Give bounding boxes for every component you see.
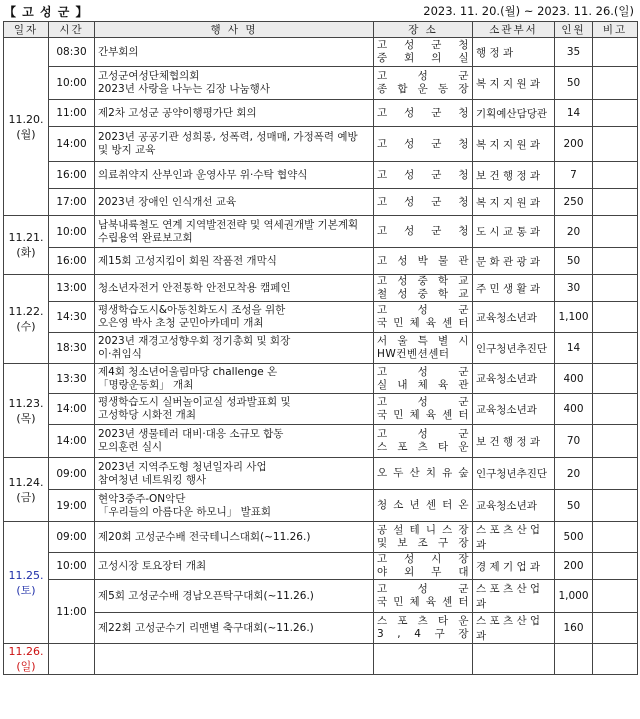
note-cell	[593, 38, 638, 67]
note-cell	[593, 189, 638, 216]
note-cell	[593, 333, 638, 364]
department: 행 정 과	[473, 38, 555, 67]
table-row	[4, 100, 638, 127]
event-place: 고 성 군 청 중 회 의 실	[374, 38, 473, 67]
table-row	[4, 248, 638, 275]
event-name: 2023년 공공기관 성희롱, 성폭력, 성매매, 가정폭력 예방 및 방지 교육	[95, 127, 374, 162]
time-cell: 10:00	[49, 553, 95, 580]
date-label: 11.26.	[8, 645, 44, 658]
event-name: 2023년 재경고성향우회 정기총회 및 회장 이·취임식	[95, 333, 374, 364]
department: 교육청소년과	[473, 364, 555, 394]
table-header-row	[4, 22, 638, 38]
event-place: 고 성 박 물 관	[374, 248, 473, 275]
weekday-label: (금)	[16, 490, 36, 504]
event-place: 고 성 군 청	[374, 100, 473, 127]
table-row	[4, 275, 638, 302]
note-cell	[593, 394, 638, 425]
event-name: 의료취약지 산부인과 운영사무 위·수탁 협약식	[95, 162, 374, 189]
col-dept-header: 소관부서	[473, 22, 555, 38]
department: 보 건 행 정 과	[473, 162, 555, 189]
time-cell: 10:00	[49, 216, 95, 248]
event-name: 제20회 고성군수배 전국테니스대회(~11.26.)	[95, 522, 374, 553]
attendee-count: 200	[555, 127, 593, 162]
table-row	[4, 613, 638, 644]
weekday-label: (화)	[16, 246, 36, 259]
time-cell: 18:30	[49, 333, 95, 364]
event-place: 고 성 군 청	[374, 189, 473, 216]
attendee-count: 20	[555, 458, 593, 490]
table-row	[4, 490, 638, 522]
event-place: 고 성 군 청	[374, 216, 473, 248]
time-cell: 16:00	[49, 162, 95, 189]
table-row	[4, 67, 638, 100]
time-cell: 09:00	[49, 458, 95, 490]
department: 스 포 츠 산 업 과	[473, 580, 555, 613]
attendee-count: 50	[555, 490, 593, 522]
event-name: 고성군여성단체협의회 2023년 사랑을 나누는 김장 나눔행사	[95, 67, 374, 100]
attendee-count: 14	[555, 100, 593, 127]
department: 기획예산담당관	[473, 100, 555, 127]
attendee-count: 7	[555, 162, 593, 189]
event-place: 고 성 중 학 교 철 성 중 학 교	[374, 275, 473, 302]
department	[473, 644, 555, 675]
document-title: 【 고 성 군 】	[4, 5, 89, 19]
attendee-count: 50	[555, 67, 593, 100]
event-place: 공 설 테 니 스 장 및 보 조 구 장	[374, 522, 473, 553]
event-name: 평생학습도시 실버놀이교실 성과발표회 및 고성학당 시화전 개최	[95, 394, 374, 425]
event-place: 고 성 군 종 합 운 동 장	[374, 67, 473, 100]
note-cell	[593, 580, 638, 613]
event-place: 오 두 산 치 유 숲	[374, 458, 473, 490]
attendee-count: 160	[555, 613, 593, 644]
attendee-count: 50	[555, 248, 593, 275]
col-count-header: 인원	[555, 22, 593, 38]
date-label: 11.24.	[8, 475, 44, 489]
date-range: 2023. 11. 20.(월) ~ 2023. 11. 26.(일)	[423, 4, 634, 18]
col-place-header: 장 소	[374, 22, 473, 38]
department: 보 건 행 정 과	[473, 425, 555, 458]
department: 문 화 관 광 과	[473, 248, 555, 275]
time-cell: 14:00	[49, 425, 95, 458]
attendee-count: 1,100	[555, 302, 593, 333]
table-row	[4, 644, 638, 675]
attendee-count: 400	[555, 394, 593, 425]
weekday-label: (토)	[16, 583, 36, 597]
note-cell	[593, 613, 638, 644]
date-cell	[4, 458, 49, 522]
event-name: 남북내륙철도 연계 지역발전전략 및 역세권개발 기본계획 수립용역 완료보고회	[95, 216, 374, 248]
note-cell	[593, 216, 638, 248]
event-name: 평생학습도시&아동친화도시 조성을 위한 오은영 박사 초청 군민아카데미 개최	[95, 302, 374, 333]
note-cell	[593, 425, 638, 458]
table-row	[4, 580, 638, 613]
note-cell	[593, 275, 638, 302]
time-cell: 11:00	[49, 100, 95, 127]
note-cell	[593, 248, 638, 275]
weekday-label: (수)	[16, 320, 36, 333]
table-row	[4, 216, 638, 248]
table-row	[4, 38, 638, 67]
time-cell: 09:00	[49, 522, 95, 553]
event-place: 고 성 군 청	[374, 162, 473, 189]
event-place: 고 성 군 청	[374, 127, 473, 162]
schedule-table	[3, 21, 638, 675]
attendee-count: 14	[555, 333, 593, 364]
attendee-count: 35	[555, 38, 593, 67]
col-event-header: 행 사 명	[95, 22, 374, 38]
date-label: 11.21.	[8, 231, 44, 244]
time-cell: 17:00	[49, 189, 95, 216]
attendee-count: 70	[555, 425, 593, 458]
department: 교육청소년과	[473, 302, 555, 333]
page-header	[0, 0, 640, 22]
time-cell: 14:30	[49, 302, 95, 333]
attendee-count: 250	[555, 189, 593, 216]
department: 복 지 지 원 과	[473, 189, 555, 216]
note-cell	[593, 522, 638, 553]
time-cell: 10:00	[49, 67, 95, 100]
event-name	[95, 644, 374, 675]
department: 복 지 지 원 과	[473, 127, 555, 162]
department: 교육청소년과	[473, 394, 555, 425]
time-cell: 14:00	[49, 394, 95, 425]
event-place: 고 성 군 실 내 체 육 관	[374, 364, 473, 394]
event-name: 제15회 고성지킴이 회원 작품전 개막식	[95, 248, 374, 275]
event-place: 고 성 군 국 민 체 육 센 터	[374, 302, 473, 333]
date-cell	[4, 38, 49, 216]
time-cell: 13:30	[49, 364, 95, 394]
date-cell	[4, 644, 49, 675]
col-note-header: 비고	[593, 22, 638, 38]
department: 경 제 기 업 과	[473, 553, 555, 580]
date-cell	[4, 522, 49, 644]
col-time-header: 시간	[49, 22, 95, 38]
event-name: 청소년자전거 안전통학 안전모착용 캠페인	[95, 275, 374, 302]
department: 스 포 츠 산 업 과	[473, 613, 555, 644]
attendee-count	[555, 644, 593, 675]
weekday-label: (일)	[16, 660, 36, 673]
table-row	[4, 189, 638, 216]
date-label: 11.22.	[8, 305, 44, 318]
table-row	[4, 333, 638, 364]
event-name: 제2차 고성군 공약이행평가단 회의	[95, 100, 374, 127]
event-place: 청 소 년 센 터 온	[374, 490, 473, 522]
event-place: 고 성 군 국 민 체 육 센 터	[374, 580, 473, 613]
time-cell: 16:00	[49, 248, 95, 275]
department: 복 지 지 원 과	[473, 67, 555, 100]
event-place	[374, 644, 473, 675]
note-cell	[593, 364, 638, 394]
time-cell: 14:00	[49, 127, 95, 162]
date-cell	[4, 275, 49, 364]
event-name: 2023년 장애인 인식개선 교육	[95, 189, 374, 216]
table-row	[4, 127, 638, 162]
event-place: 고 성 시 장 야 외 무 대	[374, 553, 473, 580]
event-name: 제5회 고성군수배 경남오픈탁구대회(~11.26.)	[95, 580, 374, 613]
note-cell	[593, 162, 638, 189]
attendee-count: 1,000	[555, 580, 593, 613]
event-name: 고성시장 토요장터 개최	[95, 553, 374, 580]
note-cell	[593, 644, 638, 675]
event-name: 2023년 지역주도형 청년일자리 사업 참여청년 네트워킹 행사	[95, 458, 374, 490]
table-row	[4, 522, 638, 553]
note-cell	[593, 553, 638, 580]
note-cell	[593, 490, 638, 522]
note-cell	[593, 127, 638, 162]
date-cell	[4, 364, 49, 458]
table-row	[4, 394, 638, 425]
date-label: 11.25.	[8, 568, 44, 582]
date-cell	[4, 216, 49, 275]
attendee-count: 500	[555, 522, 593, 553]
event-name: 제22회 고성군수기 리맨별 축구대회(~11.26.)	[95, 613, 374, 644]
time-cell: 13:00	[49, 275, 95, 302]
event-place: 스 포 츠 타 운 3 , 4 구 장	[374, 613, 473, 644]
time-cell: 08:30	[49, 38, 95, 67]
time-cell: 11:00	[49, 580, 95, 644]
weekday-label: (목)	[16, 411, 36, 425]
department: 교육청소년과	[473, 490, 555, 522]
department: 주 민 생 활 과	[473, 275, 555, 302]
table-row	[4, 553, 638, 580]
event-place: 고 성 군 스 포 츠 타 운	[374, 425, 473, 458]
attendee-count: 30	[555, 275, 593, 302]
department: 스 포 츠 산 업 과	[473, 522, 555, 553]
event-name: 제4회 청소년어울림마당 challenge 온 「명랑운동회」 개최	[95, 364, 374, 394]
department: 도 시 교 통 과	[473, 216, 555, 248]
event-place: 고 성 군 국 민 체 육 센 터	[374, 394, 473, 425]
table-row	[4, 162, 638, 189]
note-cell	[593, 67, 638, 100]
weekday-label: (월)	[16, 127, 36, 141]
event-name: 2023년 생물테러 대비·대응 소규모 합동 모의훈련 실시	[95, 425, 374, 458]
col-date-header: 일자	[4, 22, 49, 38]
department: 인구청년추진단	[473, 333, 555, 364]
event-name: 현악3중주-ON악단 「우리들의 아름다운 하모니」 발표회	[95, 490, 374, 522]
table-row	[4, 458, 638, 490]
attendee-count: 400	[555, 364, 593, 394]
department: 인구청년추진단	[473, 458, 555, 490]
table-row	[4, 302, 638, 333]
note-cell	[593, 458, 638, 490]
event-place: 서 울 특 별 시 HW컨벤션센터	[374, 333, 473, 364]
table-row	[4, 364, 638, 394]
attendee-count: 20	[555, 216, 593, 248]
event-name: 간부회의	[95, 38, 374, 67]
date-label: 11.20.	[8, 112, 44, 126]
time-cell	[49, 644, 95, 675]
time-cell: 19:00	[49, 490, 95, 522]
note-cell	[593, 100, 638, 127]
note-cell	[593, 302, 638, 333]
attendee-count: 200	[555, 553, 593, 580]
table-row	[4, 425, 638, 458]
date-label: 11.23.	[8, 396, 44, 410]
